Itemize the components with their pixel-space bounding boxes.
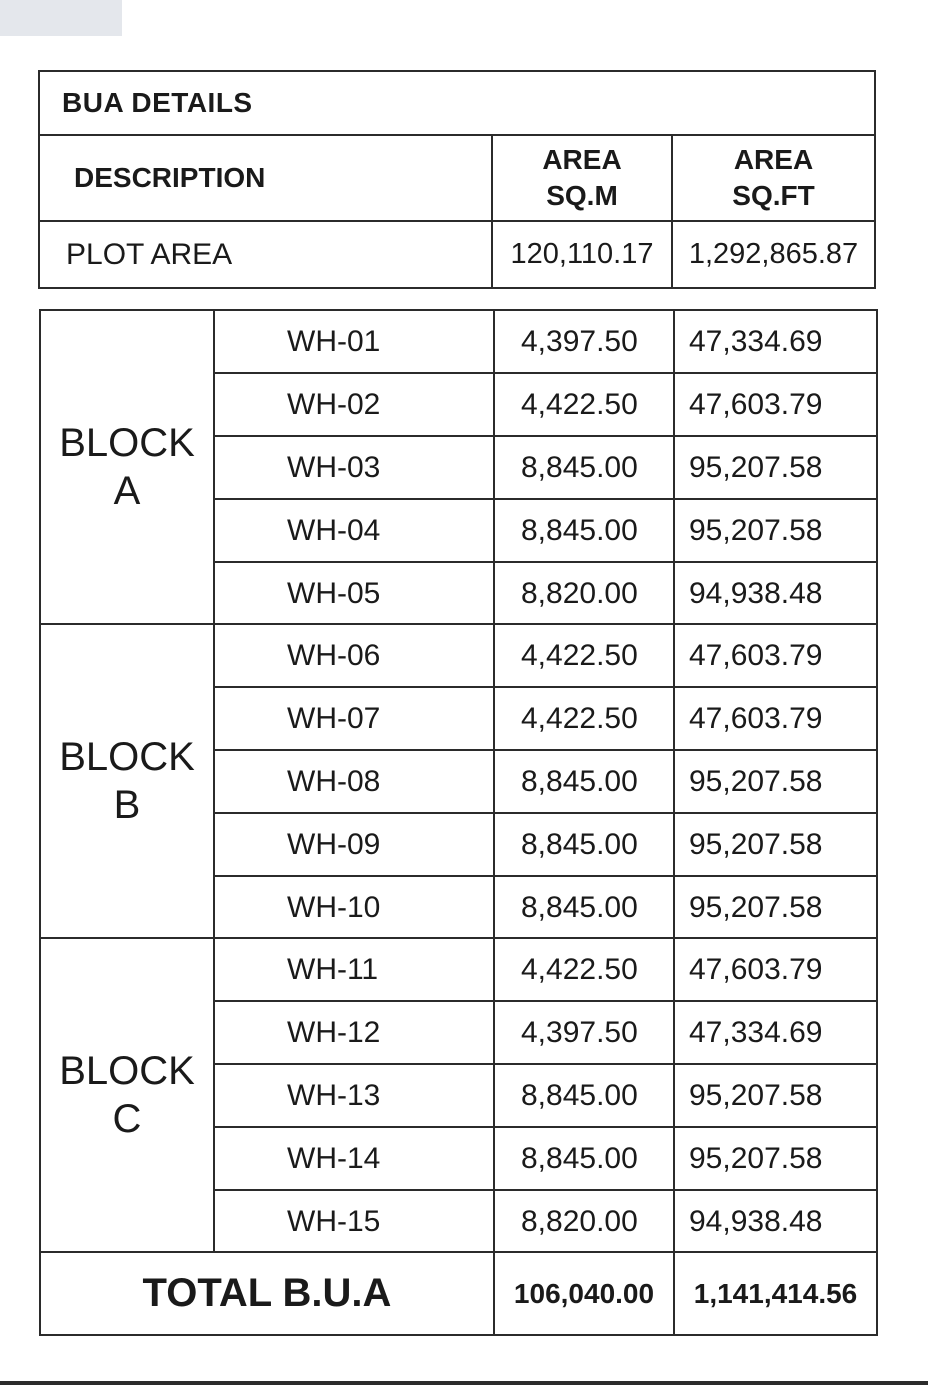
area-sqft: 47,603.79 bbox=[689, 701, 823, 735]
area-sqft: 95,207.58 bbox=[689, 450, 823, 484]
table-row bbox=[215, 1065, 876, 1128]
warehouse-name: WH-11 bbox=[215, 939, 495, 1000]
area-sqft: 95,207.58 bbox=[689, 1141, 823, 1175]
area-sqft: 95,207.58 bbox=[689, 764, 823, 798]
warehouse-name: WH-10 bbox=[215, 877, 495, 939]
total-label: TOTAL B.U.A bbox=[41, 1253, 495, 1334]
table-row bbox=[215, 500, 876, 563]
warehouse-name: WH-01 bbox=[215, 311, 495, 372]
plot-area-label: PLOT AREA bbox=[40, 222, 493, 287]
warehouse-name: WH-06 bbox=[215, 625, 495, 686]
warehouse-name: WH-09 bbox=[215, 814, 495, 875]
warehouse-name: WH-04 bbox=[215, 500, 495, 561]
area-sqm-header bbox=[493, 136, 673, 220]
description-header: DESCRIPTION bbox=[40, 136, 493, 220]
area-sqft: 47,603.79 bbox=[689, 387, 823, 421]
area-sqm: 4,397.50 bbox=[495, 311, 675, 372]
area-sqft: 94,938.48 bbox=[689, 1205, 823, 1238]
area-sqft: 47,334.69 bbox=[689, 324, 823, 358]
total-row bbox=[41, 1253, 876, 1334]
area-sqm: 4,422.50 bbox=[495, 939, 675, 1000]
table-row bbox=[215, 1128, 876, 1191]
scan-artifact bbox=[0, 0, 122, 36]
table-row bbox=[215, 437, 876, 500]
table-row bbox=[215, 814, 876, 877]
table-row bbox=[215, 311, 876, 374]
area-sqm: 4,422.50 bbox=[495, 625, 675, 686]
title-row bbox=[40, 72, 874, 136]
table-row bbox=[215, 625, 876, 688]
table-row bbox=[215, 877, 876, 939]
table-row bbox=[215, 688, 876, 751]
block-label: BLOCK B bbox=[41, 625, 215, 937]
block-label: BLOCK C bbox=[41, 939, 215, 1251]
table-row bbox=[215, 1002, 876, 1065]
area-sqm: 8,845.00 bbox=[495, 814, 675, 875]
table-title: BUA DETAILS bbox=[62, 87, 253, 118]
table-row bbox=[215, 563, 876, 625]
column-header-row bbox=[40, 136, 874, 222]
block-label: BLOCK A bbox=[41, 311, 215, 623]
area-sqft: 95,207.58 bbox=[689, 513, 823, 547]
area-sqft: 95,207.58 bbox=[689, 827, 823, 861]
table-row bbox=[215, 1191, 876, 1253]
warehouse-name: WH-15 bbox=[215, 1191, 495, 1253]
area-sqm: 8,845.00 bbox=[495, 751, 675, 812]
area-sqft: 95,207.58 bbox=[689, 891, 823, 924]
block-c bbox=[41, 939, 876, 1253]
area-sqft: 94,938.48 bbox=[689, 577, 823, 610]
area-sqft: 47,603.79 bbox=[689, 638, 823, 672]
area-sqm: 4,397.50 bbox=[495, 1002, 675, 1063]
area-sqm: 8,820.00 bbox=[495, 1191, 675, 1253]
area-sqm: 8,820.00 bbox=[495, 563, 675, 625]
area-sqm: 4,422.50 bbox=[495, 688, 675, 749]
warehouse-name: WH-02 bbox=[215, 374, 495, 435]
block-b bbox=[41, 625, 876, 939]
table-row bbox=[215, 939, 876, 1002]
page-divider bbox=[0, 1381, 928, 1385]
area-sqm-header-line1: AREA bbox=[542, 144, 622, 175]
area-sqft-header bbox=[673, 136, 874, 220]
area-sqm: 8,845.00 bbox=[495, 877, 675, 939]
plot-area-sqft: 1,292,865.87 bbox=[688, 238, 859, 270]
plot-area-sqm: 120,110.17 bbox=[493, 222, 673, 287]
area-sqm: 8,845.00 bbox=[495, 500, 675, 561]
area-sqm-header-line2: SQ.M bbox=[546, 180, 618, 211]
area-sqft-header-line2: SQ.FT bbox=[732, 180, 815, 211]
total-sqm: 106,040.00 bbox=[495, 1253, 675, 1334]
area-sqft: 47,334.69 bbox=[689, 1015, 823, 1049]
area-sqm: 8,845.00 bbox=[495, 1128, 675, 1189]
plot-area-row bbox=[40, 222, 874, 287]
area-sqft: 47,603.79 bbox=[689, 952, 823, 986]
warehouse-name: WH-05 bbox=[215, 563, 495, 625]
area-sqft-header-line1: AREA bbox=[733, 144, 814, 175]
warehouse-name: WH-08 bbox=[215, 751, 495, 812]
warehouse-name: WH-13 bbox=[215, 1065, 495, 1126]
warehouse-name: WH-12 bbox=[215, 1002, 495, 1063]
area-sqft: 95,207.58 bbox=[689, 1078, 823, 1112]
bua-header-table bbox=[38, 70, 876, 289]
area-sqm: 8,845.00 bbox=[495, 437, 675, 498]
area-sqm: 8,845.00 bbox=[495, 1065, 675, 1126]
warehouse-table bbox=[39, 309, 878, 1336]
table-row bbox=[215, 374, 876, 437]
warehouse-name: WH-07 bbox=[215, 688, 495, 749]
warehouse-name: WH-03 bbox=[215, 437, 495, 498]
area-sqm: 4,422.50 bbox=[495, 374, 675, 435]
total-sqft: 1,141,414.56 bbox=[693, 1277, 858, 1309]
block-a bbox=[41, 311, 876, 625]
warehouse-name: WH-14 bbox=[215, 1128, 495, 1189]
table-row bbox=[215, 751, 876, 814]
